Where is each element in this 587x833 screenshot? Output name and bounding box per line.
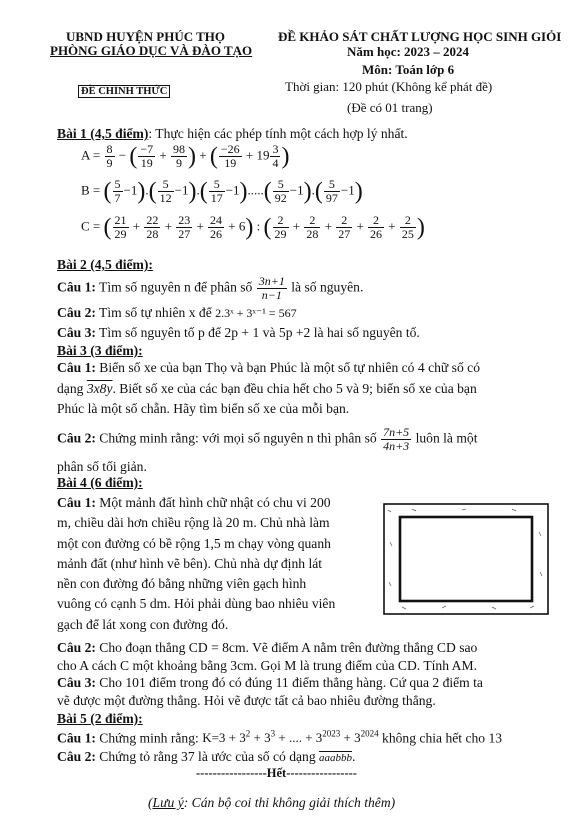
bai2-title: Bài 2 (4,5 điểm):: [57, 257, 153, 272]
bai1-heading: [57, 126, 408, 142]
note-label: Lưu ý: [152, 795, 184, 810]
label: Câu 1:: [57, 730, 96, 746]
bai3-title: Bài 3 (3 điểm):: [57, 343, 143, 358]
org-name: UBND HUYỆN PHÚC THỌ: [66, 29, 226, 44]
text-tail: không chia hết cho 13: [378, 730, 503, 746]
expression-b: B = ( $\frac{5}{7}$ −1).( $\frac{5}{12}$ −1).( $\frac{5}{17}$ −1).....( $\frac{5}{92}$ −1).( $\frac{5}{97}$ −1): [81, 177, 363, 205]
subject: Môn: Toán lớp 6: [362, 62, 455, 77]
expression-a: A = $\frac{8}{9}$ − ( $\frac{-7}{19}$ + $\frac{98}{9}$ ) + ( $\frac{-26}{19}$ + 19 $\frac{3}{4}$ ): [81, 142, 290, 170]
label: Câu 2:: [57, 305, 96, 320]
bai2-cau3: [57, 325, 420, 341]
official-stamp: ĐỀ CHÍNH THỨC: [78, 85, 170, 98]
land-road-figure: [382, 502, 550, 616]
line: m, chiều dài hơn chiều rộng là 20 m. Chủ nhà làm: [57, 515, 330, 531]
text-tail: .: [352, 749, 356, 764]
line: nền con đường đó bằng những viên gạch hình: [57, 576, 307, 592]
label: Câu 3:: [57, 675, 96, 690]
text: Tìm số nguyên tố p để 2p + 1 và 5p +2 là hai số nguyên tố.: [95, 325, 420, 340]
bai4-cau3-line2: vẽ được một đường thẳng. Hỏi vẽ được tất cả bao nhiêu đường thẳng.: [57, 693, 436, 708]
inner-field: [400, 517, 532, 601]
text: dạng: [57, 381, 87, 396]
numerator: 3n+1: [258, 274, 285, 288]
bai5-cau1: [57, 729, 502, 746]
bai3-cau1-line1: [57, 360, 480, 376]
lhs-a: A =: [81, 147, 101, 163]
bai3-cau2: [57, 426, 478, 453]
text: Cho đoạn thẳng CD = 8cm. Vẽ điểm A nằm trên đường thẳng CD sao: [95, 640, 478, 655]
line: vuông có cạnh 5 dm. Hỏi phải dùng bao nhiêu viên: [57, 596, 336, 612]
bai4-cau2-line2: cho A cách C một khoảng bằng 3cm. Gọi M là trung điểm của CD. Tính AM.: [57, 658, 477, 673]
lhs-c: C =: [81, 218, 101, 234]
sum-expression: $K=3 + 3^2 + 3^3$ + .... + $3^{2023} + 3^{2024}$: [202, 729, 379, 746]
bai3-cau2-line2: phân số tối giản.: [57, 459, 147, 474]
line: [57, 493, 335, 513]
text-tail: luôn là một: [412, 430, 478, 446]
overlined-number: aaabbb: [319, 752, 353, 764]
paren: (: [148, 795, 153, 810]
expression-c: C = ( $\frac{21}{29}$ + $\frac{22}{28}$ + $\frac{23}{27}$ + $\frac{24}{26}$ + 6) : ( $\frac{2}{29}$ + $\frac{2}{28}$ + $\frac{2}{27}$ + $\frac{2}{26}$ + $\frac{2}{25}$ ): [81, 213, 425, 241]
footer-note: [148, 795, 395, 811]
label: Câu 1:: [57, 495, 96, 510]
bai4-cau1: [57, 493, 335, 635]
bai2-cau2: [57, 305, 297, 321]
text: . Biết số xe của các bạn đều chia hết cho 5 và 9; biển số xe của bạn: [112, 381, 477, 396]
label: Câu 1:: [57, 279, 96, 295]
label: Câu 2:: [57, 430, 96, 446]
label: Câu 2:: [57, 749, 96, 764]
text: Cho 101 điểm trong đó có đúng 11 điểm thẳng hàng. Cứ qua 2 điểm ta: [95, 675, 483, 690]
bai5-cau2: [57, 749, 355, 765]
text: Tìm số tự nhiên x để: [95, 305, 216, 320]
lhs-b: B =: [81, 182, 101, 198]
exam-title: ĐỀ KHẢO SÁT CHẤT LƯỢNG HỌC SINH GIỎI: [278, 29, 562, 44]
end-marker: -----------------Hết-----------------: [196, 766, 357, 780]
text: Một mảnh đất hình chữ nhật có chu vi 200: [95, 495, 331, 510]
note-text: : Cán bộ coi thi không giải thích thêm): [183, 795, 396, 810]
bai3-cau1-line3: Phúc là một số chẵn. Hãy tìm biển số xe của mỗi bạn.: [57, 401, 350, 416]
denominator: 4n+3: [383, 439, 410, 453]
bai4-title: Bài 4 (6 điểm):: [57, 475, 143, 490]
dept-name: PHÒNG GIÁO DỤC VÀ ĐÀO TẠO: [50, 43, 253, 58]
label: Câu 2:: [57, 640, 96, 655]
numerator: 7n+5: [383, 425, 410, 439]
exam-time: Thời gian: 120 phút (Không kể phát đề): [285, 79, 493, 94]
denominator: n−1: [261, 288, 282, 302]
bai5-title: Bài 5 (2 điểm):: [57, 711, 143, 726]
overlined-number: 3x8y: [86, 381, 113, 396]
line: một con đường có bề rộng 1,5 m chạy vòng quanh: [57, 535, 331, 551]
bai4-cau3-line1: [57, 675, 483, 691]
text: Biển số xe của bạn Thọ và bạn Phúc là một số tự nhiên có 4 chữ số có: [95, 360, 480, 375]
page-count: (Đề có 01 trang): [347, 100, 433, 115]
equation: 2.3ˣ + 3ˣ⁻¹ = 567: [215, 306, 297, 320]
text: Chứng minh rằng:: [95, 730, 203, 746]
text: Chứng minh rằng: với mọi số nguyên n thì phân số: [95, 430, 381, 446]
bai4-cau2-line1: [57, 640, 477, 656]
bai2-cau1: [57, 275, 363, 302]
bai1-desc: : Thực hiện các phép tính một cách hợp lý nhất.: [148, 126, 408, 141]
line: mảnh đất (như hình vẽ bên). Chủ nhà dự định lát: [57, 555, 323, 571]
bai3-cau1-line2: [57, 381, 477, 397]
label: Câu 1:: [57, 360, 96, 375]
text-tail: là số nguyên.: [287, 279, 364, 295]
text: Chứng tỏ rằng 37 là ước của số có dạng: [95, 749, 320, 764]
school-year: Năm học: 2023 – 2024: [347, 44, 470, 59]
bai1-title: Bài 1 (4,5 điểm): [57, 126, 149, 141]
label: Câu 3:: [57, 325, 96, 340]
text: Tìm số nguyên n để phân số: [95, 279, 256, 295]
line: gạch để lát xong con đường đó.: [57, 616, 229, 632]
